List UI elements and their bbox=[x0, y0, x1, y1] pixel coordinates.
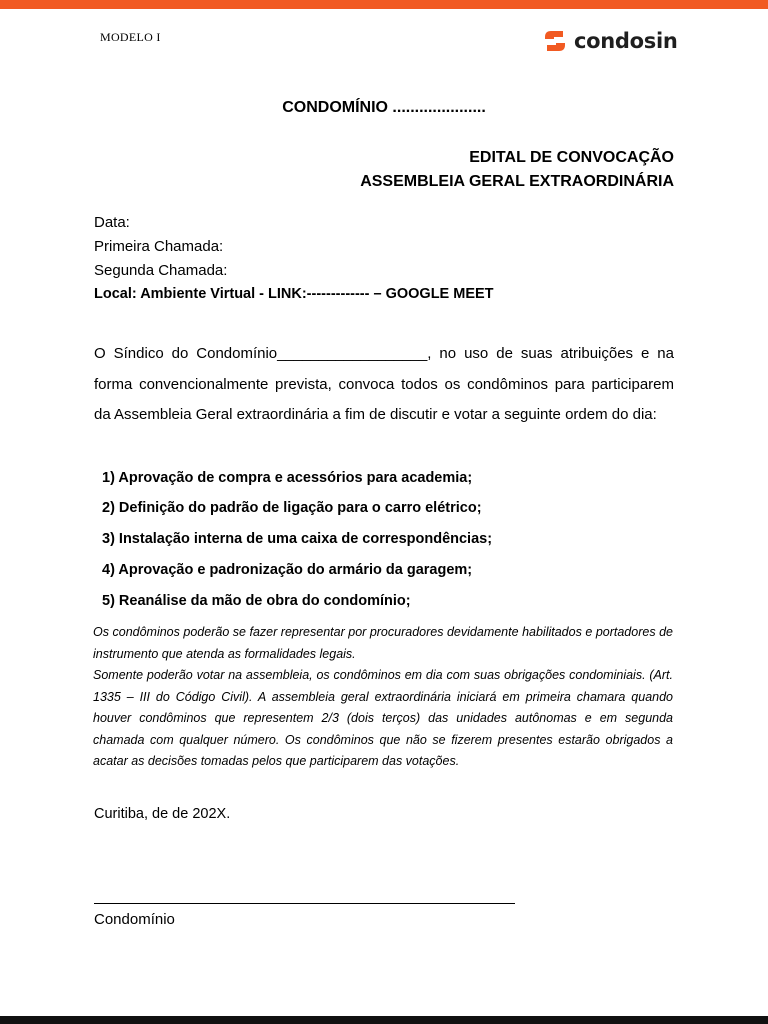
place-date-line: Curitiba, de de 202X. bbox=[94, 806, 231, 822]
model-label: MODELO I bbox=[100, 30, 161, 44]
agenda-item: 5) Reanálise da mão de obra do condomínio; bbox=[102, 593, 411, 609]
top-accent-bar bbox=[0, 0, 768, 9]
logo-wordmark: condosin bbox=[574, 29, 678, 53]
agenda-item: 2) Definição do padrão de ligação para o carro elétrico; bbox=[102, 500, 482, 516]
signature-label: Condomínio bbox=[94, 911, 175, 928]
first-call-label: Primeira Chamada: bbox=[94, 238, 224, 255]
agenda-item: 4) Aprovação e padronização do armário da garagem; bbox=[102, 562, 473, 578]
date-field-label: Data: bbox=[94, 214, 130, 231]
signature-line bbox=[94, 903, 515, 904]
voting-note: Somente poderão votar na assembleia, os condôminos em dia com suas obrigações condominiais. (Art. 1335 – III do Código Civil). A assembleia geral extraordinária iniciará em primeira chamara quando houver condôminos que representem 2/3 (dois terços) das unidades autônomas e em segunda chamada com qualquer número. Os condôminos que não se fizerem presentes estarão obrigados a acatar as decisões tomadas pelos que participarem das votações. bbox=[93, 668, 673, 768]
condosin-logo-icon bbox=[542, 26, 568, 56]
condosin-logo bbox=[542, 26, 678, 56]
condominio-title: CONDOMÍNIO ..................... bbox=[282, 99, 486, 116]
second-call-label: Segunda Chamada: bbox=[94, 262, 228, 279]
assembleia-title: ASSEMBLEIA GERAL EXTRAORDINÁRIA bbox=[360, 173, 674, 190]
intro-paragraph: O Síndico do Condomínio__________________, no uso de suas atribuições e na forma convencionalmente prevista, convoca todos os condôminos para participarem da Assembleia Geral extraordinária a fim de discutir e votar a seguinte ordem do dia: bbox=[94, 345, 674, 423]
agenda-item: 3) Instalação interna de uma caixa de correspondências; bbox=[102, 531, 493, 547]
notes-block bbox=[93, 622, 673, 773]
bottom-bar bbox=[0, 1016, 768, 1024]
agenda-item: 1) Aprovação de compra e acessórios para academia; bbox=[102, 470, 473, 486]
edital-title: EDITAL DE CONVOCAÇÃO bbox=[469, 149, 674, 166]
representation-note: Os condôminos poderão se fazer representar por procuradores devidamente habilitados e portadores de instrumento que atenda as formalidades legais. bbox=[93, 625, 673, 661]
location-line: Local: Ambiente Virtual - LINK:------------- – GOOGLE MEET bbox=[94, 286, 494, 302]
